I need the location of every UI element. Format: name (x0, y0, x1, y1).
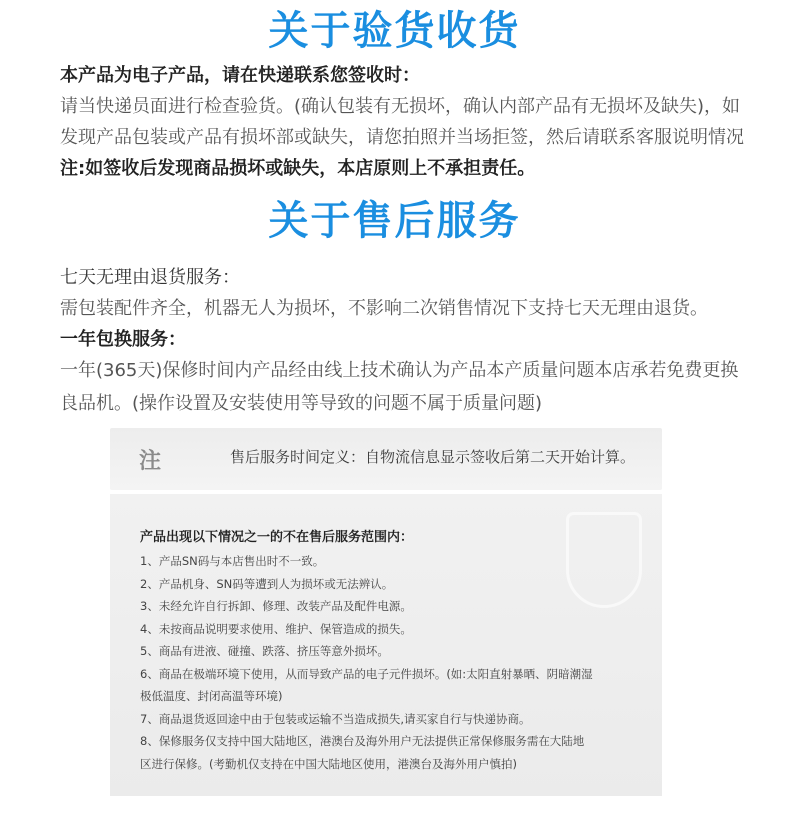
return-heading: 七天无理由退货服务： (60, 267, 240, 288)
exchange-heading: 一年包换服务： (60, 329, 186, 350)
list-item: 区进行保修。(考勤机仅支持在中国大陆地区使用，港澳台及海外用户慎拍) (140, 756, 517, 771)
note-badge (110, 428, 190, 490)
section-title-inspection: 关于验货收货 (268, 8, 521, 54)
list-item: 1、产品SN码与本店售出时不一致。 (140, 554, 325, 568)
exclusions-list (140, 550, 645, 775)
list-item: 3、未经允许自行拆卸、修理、改装产品及配件电源。 (140, 599, 412, 613)
return-text: 需包装配件齐全，机器无人为损坏，不影响二次销售情况下支持七天无理由退货。 (60, 298, 708, 319)
exclusions-box (110, 494, 662, 796)
inspection-intro: 本产品为电子产品，请在快递联系您签收时： (60, 65, 420, 86)
section-title-after-sales: 关于售后服务 (268, 198, 521, 244)
inspection-note: 注:如签收后发现商品损坏或缺失，本店原则上不承担责任。 (60, 158, 536, 179)
service-time-text: 售后服务时间定义：自物流信息显示签收后第二天开始计算。 (230, 448, 636, 466)
exchange-line-2: 良品机。(操作设置及安装使用等导致的问题不属于质量问题) (60, 393, 543, 414)
exclusions-heading: 产品出现以下情况之一的不在售后服务范围内： (140, 530, 414, 545)
list-item: 4、未按商品说明要求使用、维护、保管造成的损失。 (140, 621, 412, 636)
inspection-line-1: 请当快递员面进行检查验货。(确认包装有无损坏，确认内部产品有无损坏及缺失)，如 (60, 96, 741, 117)
service-time-notice (110, 428, 662, 490)
exchange-line-1: 一年(365天)保修时间内产品经由线上技术确认为产品本产质量问题本店承若免费更换 (60, 360, 739, 381)
list-item: 2、产品机身、SN码等遭到人为损坏或无法辨认。 (140, 576, 394, 591)
list-item: 8、保修服务仅支持中国大陆地区，港澳台及海外用户无法提供正常保修服务需在大陆地 (140, 734, 585, 748)
list-item: 5、商品有进液、碰撞、跌落、挤压等意外损坏。 (140, 644, 389, 658)
note-badge-label: 注 (138, 448, 161, 474)
list-item: 6、商品在极端环境下使用，从而导致产品的电子元件损坏。(如:太阳直射暴晒、阴暗潮湿 (140, 666, 593, 681)
list-item: 极低温度、封闭高温等环境) (140, 689, 283, 703)
list-item: 7、商品退货返回途中由于包装或运输不当造成损失,请买家自行与快递协商。 (140, 711, 531, 726)
inspection-line-2: 发现产品包装或产品有损坏部或缺失，请您拍照并当场拒签，然后请联系客服说明情况 (60, 127, 744, 148)
